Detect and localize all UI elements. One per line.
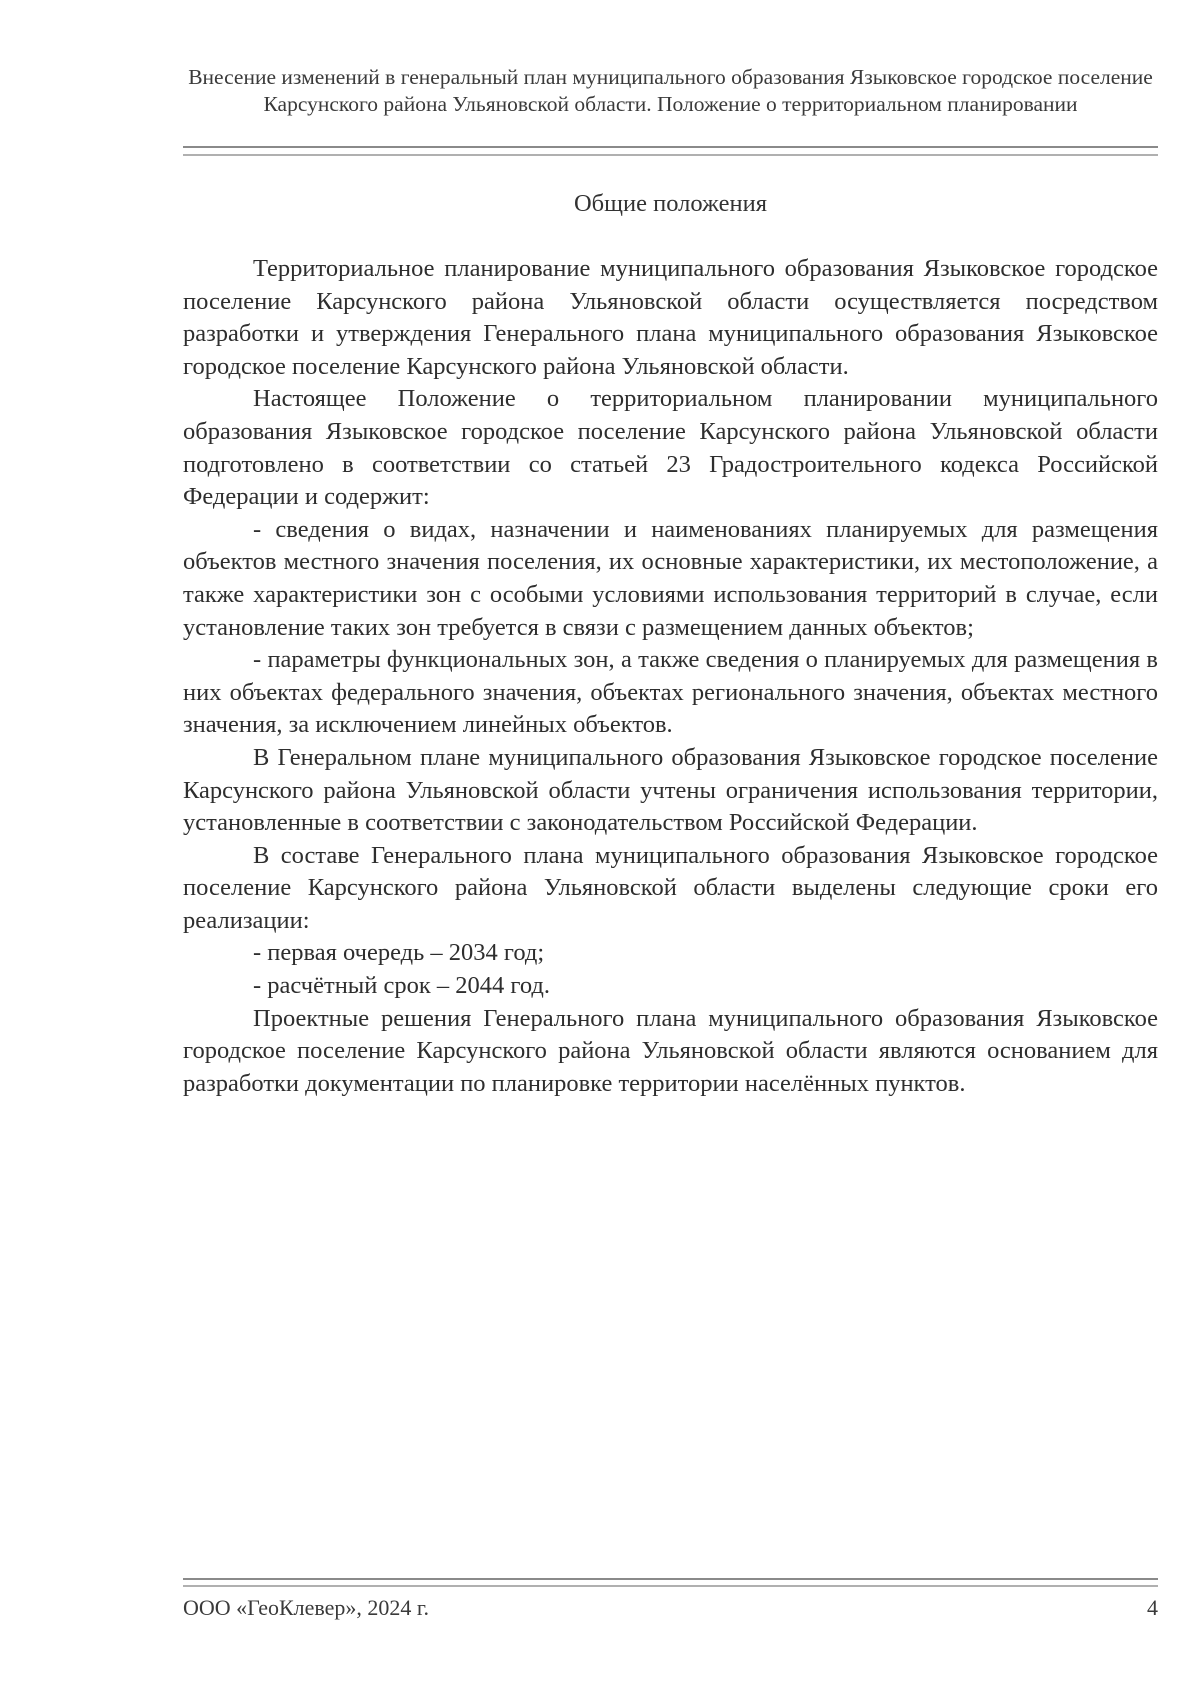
paragraph-scope: Настоящее Положение о территориальном планировании муниципального образования Языковское городское поселение Карсунского района Ульяновской области подготовлено в соответствии со статьей 23 Градостроительного кодекса Российской Федерации и содержит:	[183, 385, 1158, 511]
page-header-title: Внесение изменений в генеральный план муниципального образования Языковское городское поселение Карсунского района Ульяновской области. Положение о территориальном планировании	[188, 65, 1153, 116]
paragraph-intro: Территориальное планирование муниципального образования Языковское городское поселение Карсунского района Ульяновской области осуществляется посредством разработки и утверждения Генерального плана муниципального образования Языковское городское поселение Карсунского района Ульяновской области.	[183, 255, 1158, 380]
page-number: 4	[1147, 1595, 1158, 1620]
list-item-calculated-term: - расчётный срок – 2044 год.	[253, 972, 550, 1000]
document-body	[183, 253, 1158, 1100]
paragraph-decisions: Проектные решения Генерального плана муниципального образования Языковское городское поселение Карсунского района Ульяновской области являются основанием для разработки документации по планировке территории населённых пунктов.	[183, 1004, 1158, 1097]
list-item-objects: - сведения о видах, назначении и наименованиях планируемых для размещения объектов местного значения поселения, их основные характеристики, их местоположение, а также характеристики зон с особыми условиями использования территорий в случае, если установление таких зон требуется в связи с размещением данных объектов;	[183, 515, 1158, 641]
paragraph-terms: В составе Генерального плана муниципального образования Языковское городское поселение Карсунского района Ульяновской области выделены следующие сроки его реализации:	[183, 841, 1158, 934]
paragraph-restrictions: В Генеральном плане муниципального образования Языковское городское поселение Карсунского района Ульяновской области учтены ограничения использования территории, установленные в соответствии с законодательством Российской Федерации.	[183, 743, 1158, 837]
header-divider	[183, 146, 1158, 156]
footer-divider	[183, 1578, 1158, 1587]
section-title: Общие положения	[573, 190, 767, 217]
footer-organization: ООО «ГеоКлевер», 2024 г.	[183, 1595, 429, 1620]
list-item-first-stage: - первая очередь – 2034 год;	[253, 939, 545, 967]
list-item-zones: - параметры функциональных зон, а также сведения о планируемых для размещения в них объектах федерального значения, объектах регионального значения, объектах местного значения, за исключением линейных объектов.	[183, 646, 1158, 739]
